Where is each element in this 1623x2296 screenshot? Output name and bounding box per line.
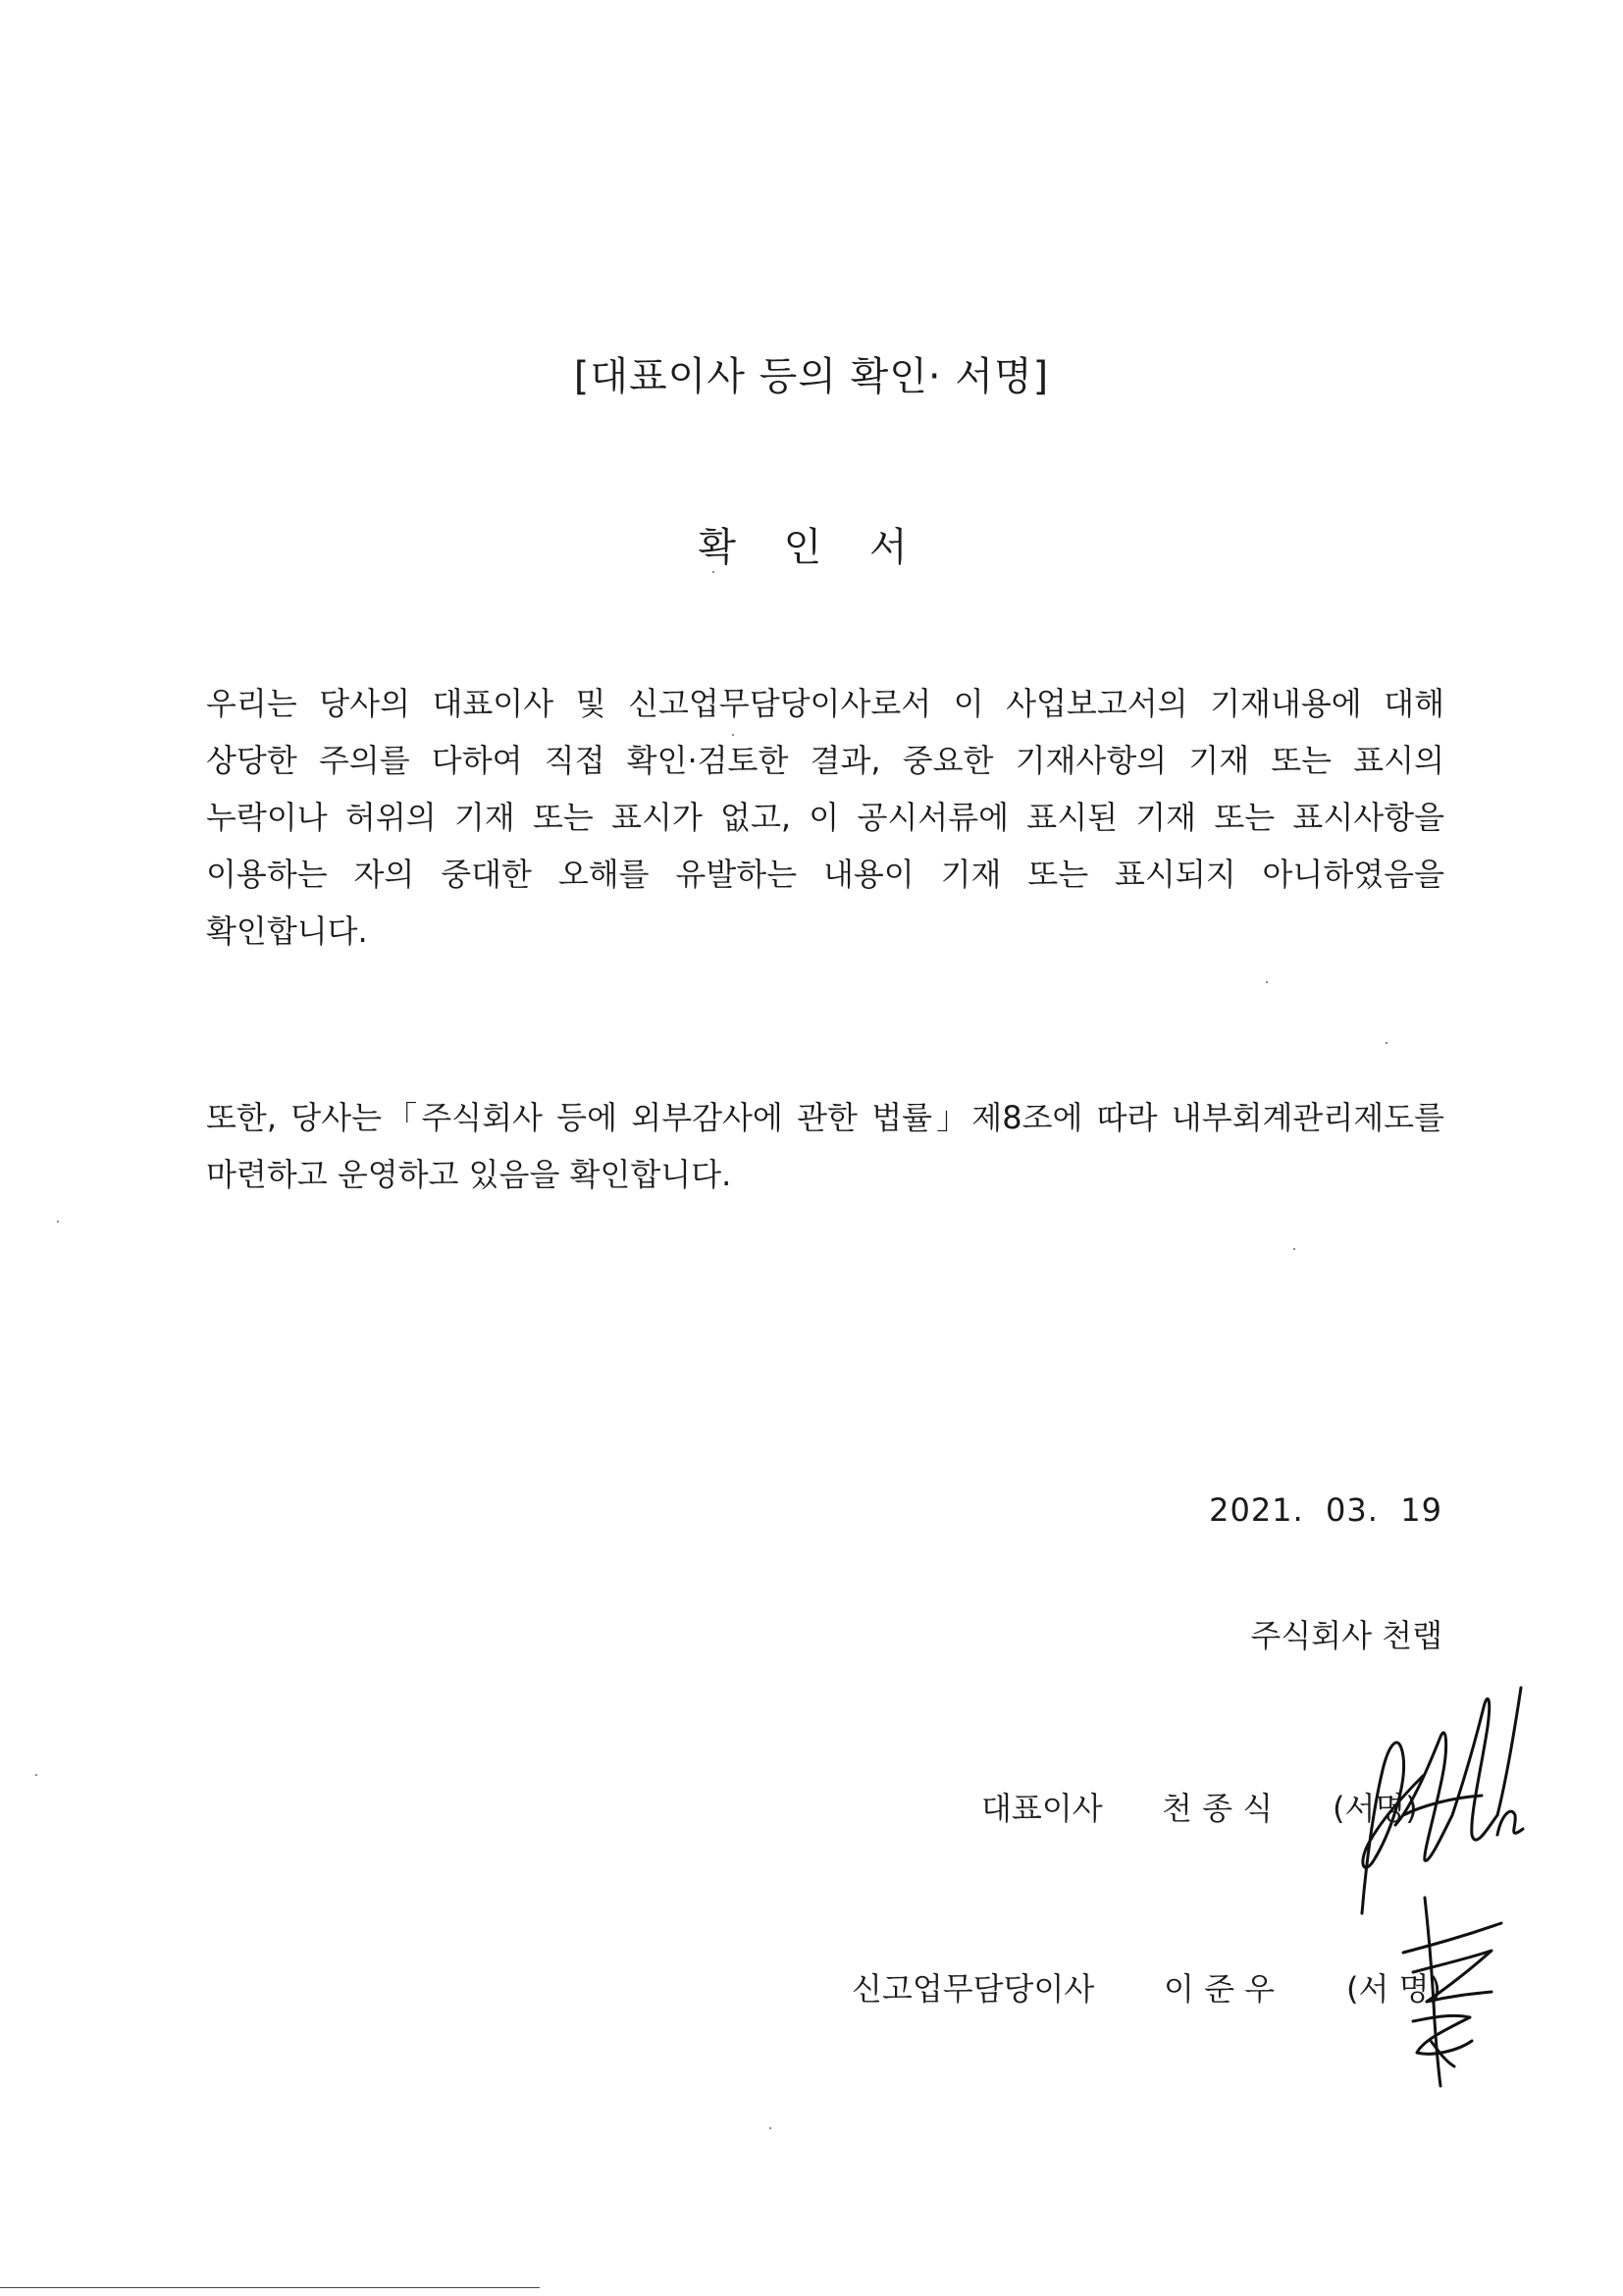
- signer-name: 천 종 식: [1162, 1790, 1274, 1827]
- signer-title: 대표이사: [981, 1790, 1103, 1827]
- scan-speck: [732, 734, 734, 736]
- signer-row-ceo: [0, 1784, 1623, 1843]
- signer-row-reporting-director: [0, 1964, 1623, 2023]
- scan-speck: [1266, 981, 1268, 983]
- document-date: 2021. 03. 19: [1209, 1491, 1442, 1529]
- bottom-rule: [0, 2287, 540, 2288]
- signature-label: (서 명): [1346, 1970, 1441, 2008]
- signer-name: 이 준 우: [1164, 1970, 1276, 2008]
- signature-label: (서명): [1333, 1790, 1418, 1827]
- scan-speck: [769, 2127, 771, 2129]
- company-name: 주식회사 천랩: [1250, 1617, 1442, 1654]
- scan-speck: [35, 1774, 37, 1776]
- scan-speck: [712, 571, 714, 573]
- signer-title: 신고업무담당이사: [852, 1970, 1095, 2008]
- scan-speck: [1386, 1042, 1387, 1044]
- scan-speck: [57, 1221, 59, 1223]
- confirmation-paragraph: 우리는 당사의 대표이사 및 신고업무담당이사로서 이 사업보고서의 기재내용에 대해 상당한 주의를 다하여 직접 확인·검토한 결과, 중요한 기재사항의 기재 또는 표시의 누락이나 허위의 기재 또는 표시가 없고, 이 공시서류에 표시된 기재 또는 표시사항을 이용하는 자의 중대한 오해를 유발하는 내용이 기재 또는 표시되지 아니하였음을 확인합니다.: [206, 685, 1444, 950]
- document-subtitle: 확 인 서: [698, 525, 925, 570]
- internal-control-paragraph: 또한, 당사는「주식회사 등에 외부감사에 관한 법률」제8조에 따라 내부회계관리제도를 마련하고 운영하고 있음을 확인합니다.: [206, 1099, 1444, 1193]
- document-title: [대표이사 등의 확인· 서명]: [573, 354, 1050, 399]
- scan-speck: [1293, 1248, 1295, 1250]
